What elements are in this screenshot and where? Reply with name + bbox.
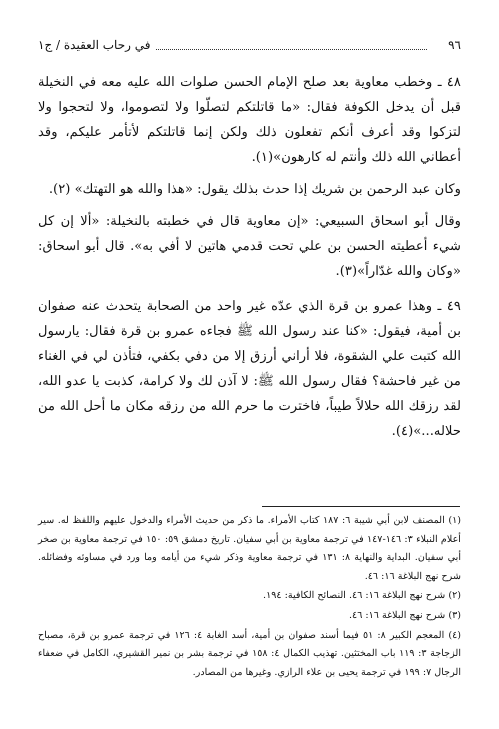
book-title: في رحاب العقيدة / ج١ [38,38,151,52]
main-text [38,70,461,451]
paragraph-49: ٤٩ ـ وهذا عمرو بن قرة الذي عدّه غير واحد من الصحابة يتحدث عنه صفوان بن أمية، فيقول: «كنا عند رسول الله ﷺ فجاءه عمرو بن قرة فقال: يارسول الله كتبت علي الشقوة، فلا أراني أرزق إلا من دفي بكفي، فتأذن لي في الغناء من غير فاحشة؟ فقال رسول الله ﷺ: لا آذن لك ولا كرامة، كذبت يا عدو الله، لقد رزقك الله حلالاً طيباً، فاخترت ما حرم الله من رزقه مكان ما أحل الله من حلاله...»(٤). [38,299,461,439]
paragraph-48: ٤٨ ـ وخطب معاوية بعد صلح الإمام الحسن صلوات الله عليه معه في النخيلة قبل أن يدخل الكوفة فقال: «ما قاتلتكم لتصلّوا ولا لتصوموا، ولا لتحجوا ولا لتزكوا وقد أعرف أنكم تفعلون ذلك ولكن إنما قاتلتكم لأتأمر عليكم، وقد أعطاني الله ذلك وأنتم له كارهون»(١). [38,75,461,165]
page-number: ٩٦ [448,38,461,52]
paragraph-abu-ishaq: وقال أبو اسحاق السبيعي: «إن معاوية قال في خطبته بالنخيلة: «ألا إن كل شيء أعطيته الحسن بن علي تحت قدمي هاتين لا أفي به». قال أبو اسحاق: «وكان والله غدّاراً»(٣). [38,214,461,279]
footnote-4: (٤) المعجم الكبير ٨: ٥١ فيما أسند صفوان بن أمية، أسد الغابة ٤: ١٢٦ في ترجمة عمرو بن قرة، مصباح الزجاجة ٣: ١١٩ باب المختثين. تهذيب الكمال ٤: ١٥٨ في ترجمة بشر بن نمير القشيري، الكامل في ضعفاء الرجال ٧: ١٩٩ في ترجمة يحيى بن علاء الرازي. وغيرها من المصادر. [38,629,461,678]
header-dotted-leader [156,49,427,50]
footnote-separator [262,506,460,507]
footnotes [38,512,461,683]
paragraph-ibn-sharik: وكان عبد الرحمن بن شريك إذا حدث بذلك يقول: «هذا والله هو التهتك» (٢). [48,182,461,197]
running-header [38,34,461,56]
footnote-1: (١) المصنف لابن أبي شيبة ٦: ١٨٧ كتاب الأمراء. ما ذكر من حديث الأمراء والدخول عليهم واللفظ له. سير أعلام النبلاء ٣: ١٤٦-١٤٧ في ترجمة معاوية بن أبي سفيان. تاريخ دمشق ٥٩: ١٥٠ في ترجمة معاوية بن صخر أبي سفيان. البداية والنهاية ٨: ١٣١ في ترجمة معاوية وذكر شيء من أيامه وما ورد في مساوئه وفضائله. شرح نهج البلاغة ١٦: ٤٦. [38,515,462,582]
footnote-3: (٣) شرح نهج البلاغة ١٦: ٤٦. [348,609,461,621]
footnote-2: (٢) شرح نهج البلاغة ١٦: ٤٦. النصائح الكافية: ١٩٤. [263,590,461,602]
